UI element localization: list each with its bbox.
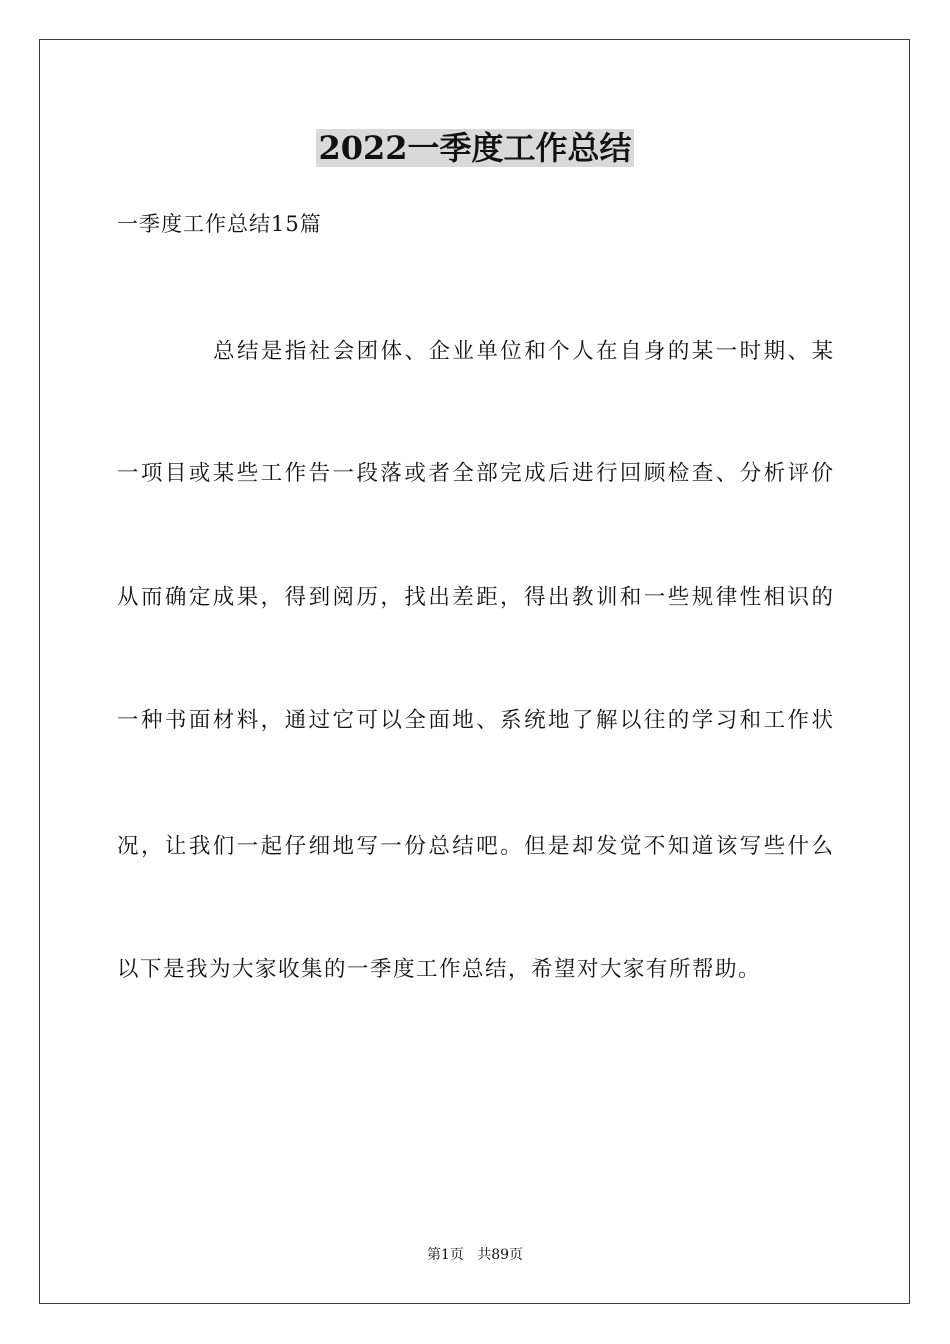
paragraph-line-3: 从而确定成果，得到阅历，找出差距，得出教训和一些规律性相识的 [117, 585, 833, 610]
paragraph-line-5: 况，让我们一起仔细地写一份总结吧。但是却发觉不知道该写些什么 [117, 834, 833, 859]
page-footer [0, 1246, 950, 1264]
paragraph-line-2: 一项目或某些工作告一段落或者全部完成后进行回顾检查、分析评价 [117, 461, 833, 486]
document-title-text: 2022一季度工作总结 [318, 129, 632, 167]
page-number: 第1页 [426, 1247, 464, 1263]
document-subtitle: 一季度工作总结15篇 [117, 212, 322, 236]
document-title [0, 126, 950, 170]
total-pages: 共89页 [477, 1247, 524, 1263]
paragraph-line-6: 以下是我为大家收集的一季度工作总结，希望对大家有所帮助。 [117, 957, 762, 982]
paragraph-line-1: 总结是指社会团体、企业单位和个人在自身的某一时期、某 [213, 339, 833, 364]
paragraph-line-4: 一种书面材料，通过它可以全面地、系统地了解以往的学习和工作状 [117, 708, 833, 733]
